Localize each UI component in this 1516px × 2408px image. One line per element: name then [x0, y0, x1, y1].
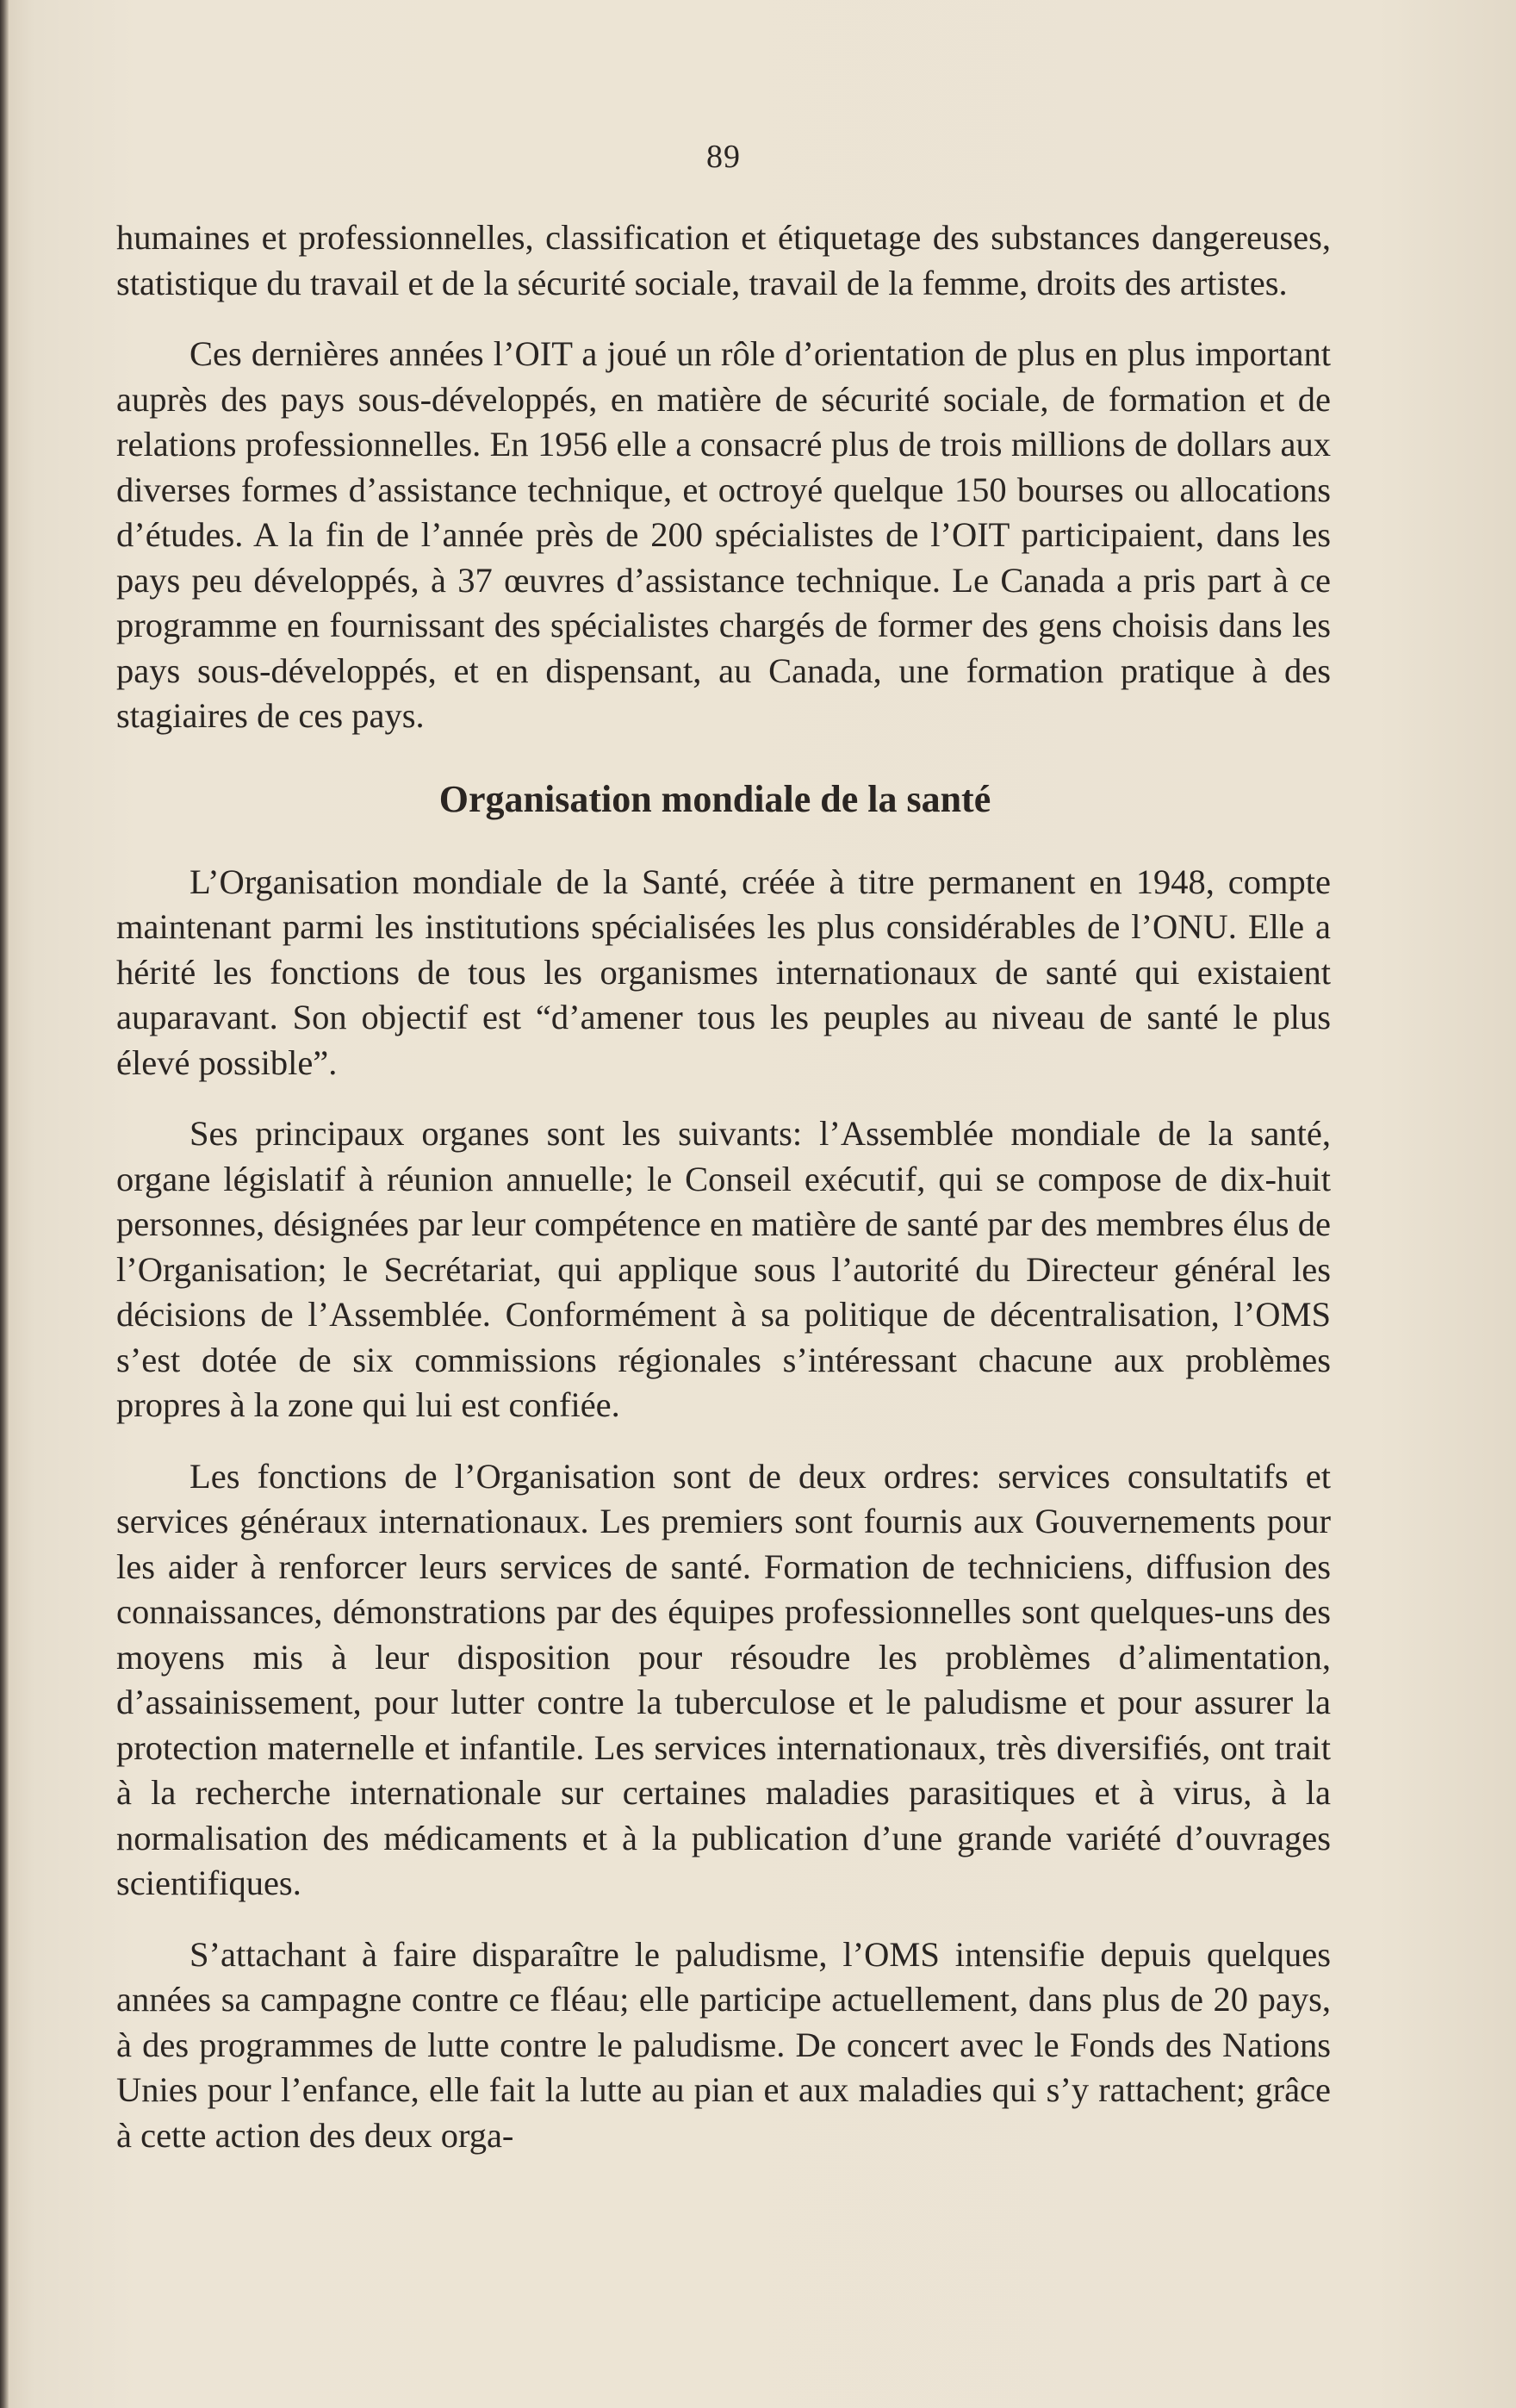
paragraph-oit-role: Ces dernières années l’OIT a joué un rôle d’orientation de plus en plus important auprès des pays sous-développés, en matière de sécurité sociale, de formation et de relations professionnelles. En 1956 elle a consacré plus de trois millions de dollars aux diverses formes d’assistance technique, et octroyé quelque 150 bourses ou allocations d’études. A la fin de l’année près de 200 spécialistes de l’OIT participaient, dans les pays peu développés, à 37 œuvres d’assistance technique. Le Canada a pris part à ce programme en fournissant des spécialistes chargés de former des gens choisis dans les pays sous-développés, et en dispensant, au Canada, une formation pratique à des stagiaires de ces pays. [116, 334, 1331, 735]
paragraph-oms-organs: Ses principaux organes sont les suivants: l’Assemblée mondiale de la santé, organe législatif à réunion annuelle; le Conseil exécutif, qui se compose de dix-huit personnes, désignées par leur compétence en matière de santé par des membres élus de l’Organisation; le Secrétariat, qui applique sous l’autorité du Directeur général les décisions de l’Assemblée. Conformément à sa politique de décentralisation, l’OMS s’est dotée de six commissions régionales s’intéressant chacune aux problèmes propres à la zone qui lui est confiée. [116, 1114, 1331, 1424]
paragraph-continuation: humaines et professionnelles, classification et étiquetage des substances dangereuses, statistique du travail et de la sécurité sociale, travail de la femme, droits des artistes. [116, 218, 1331, 302]
page-number: 89 [706, 139, 741, 175]
body-text [116, 215, 1331, 2184]
paragraph-oms-intro: L’Organisation mondiale de la Santé, créée à titre permanent en 1948, compte maintenant parmi les institutions spécialisées les plus considérables de l’ONU. Elle a hérité les fonctions de tous les organismes internationaux de santé qui existaient auparavant. Son objectif est “d’amener tous les peuples au niveau de santé le plus élevé possible”. [116, 862, 1331, 1082]
paragraph-oms-functions: Les fonctions de l’Organisation sont de deux ordres: services consultatifs et services généraux internationaux. Les premiers sont fournis aux Gouvernements pour les aider à renforcer leurs services de santé. Formation de techniciens, diffusion des connaissances, démonstrations par des équipes professionnelles sont quelques-uns des moyens mis à leur disposition pour résoudre les problèmes d’alimentation, d’assainissement, pour lutter contre la tuberculose et le paludisme et pour assurer la protection maternelle et infantile. Les services internationaux, très diversifiés, ont trait à la recherche internationale sur certaines maladies parasitiques et à virus, à la normalisation des médicaments et à la publication d’une grande variété d’ouvrages scientifiques. [116, 1456, 1331, 1902]
page-binding-edge [0, 0, 9, 2408]
section-heading: Organisation mondiale de la santé [438, 777, 991, 820]
paragraph-oms-malaria: S’attachant à faire disparaître le paludisme, l’OMS intensifie depuis quelques années sa campagne contre ce fléau; elle participe actuellement, dans plus de 20 pays, à des programmes de lutte contre le paludisme. De concert avec le Fonds des Nations Unies pour l’enfance, elle fait la lutte au pian et aux maladies qui s’y rattachent; grâce à cette action des deux orga- [116, 1934, 1331, 2155]
